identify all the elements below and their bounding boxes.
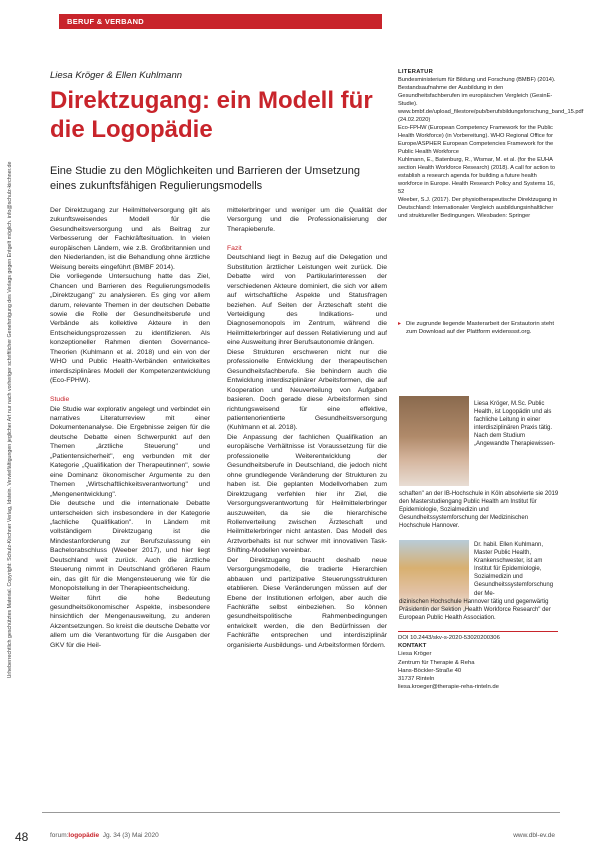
footer-divider (42, 812, 560, 813)
paragraph: Diese Strukturen erschweren nicht nur die professionelle Entwicklung der therapeutischen Gesundheitsfachberufe. Sie behindern auch die Entwicklung interdisziplinärer Arbeitsformen, die auf Kooperation und Neuverteilung von Aufgaben basieren. Doch gerade diese Arbeitsformen sind richtungsweisend für eine effektive, patientenorientierte Gesundheitsversorgung (Kuhlmann et al. 2018). (227, 348, 387, 432)
paragraph: Der Direktzugang zur Heilmittelversorgung gilt als zukunftsweisendes Modell für die Gesundheitsversorgung und als Beitrag zur Verbesserung der Fachkräftesituation. In vielen europäischen Ländern, wie z.B. Großbritannien und den Niederlanden, ist die Behandlung ohne ärztliche Weisung bereits eingeführt (BMBF 2014). (50, 207, 210, 271)
author-photo-kroeger (399, 396, 469, 486)
paragraph: Die vorliegende Untersuchung hatte das Ziel, Chancen und Barrieren des Regulierungsmodells „Direktzugang" zu analysieren. Es ging vor allem darum, relevante Themen in der deutschen Debatte sowie die Rolle der Gesundheitsberufe und Verbände als kollektive Akteure in den Entscheidungsprozessen zu identifizieren. Als konzeptioneller Rahmen dienten Governance-Theorien (Kuhlmann et al. 2018) und ein von der WHO und Public Health-Verbänden entwickeltes interdisziplinäres Modell der Kompetenzentwicklung (Eco-FPHW). (50, 273, 210, 385)
contact-email[interactable]: liesa.kroeger@therapie-reha-rinteln.de (398, 684, 499, 691)
literature-entry: Kuhlmann, E., Batenburg, R., Wismar, M. et al. (for the EUHA section Health Workforce Research) (2018). A call for action to establish a research agenda for building a future health workforce in Europe. Health Research Policy and Systems 16, 52 (398, 157, 556, 195)
literature-entry: Eco-FPHW (European Competency Framework for the Public Health Workforce) (in Vorbereitung). WHO Regional Office for Europe/ASPHER European Competencies Framework for the Public Health Workforce (398, 125, 554, 155)
article-authors: Liesa Kröger & Ellen Kuhlmann (50, 70, 183, 81)
page-number: 48 (15, 830, 29, 844)
contact-heading: KONTAKT (398, 643, 427, 650)
literature-heading: LITERATUR (398, 69, 434, 75)
journal-info: forum:logopädie Jg. 34 (3) Mai 2020 (50, 832, 159, 839)
literature-entry: Bundesministerium für Bildung und Forschung (BMBF) (2014). Bestandsaufnahme der Ausbildung in den Gesundheitsfachberufen im europäischen Vergleich (GesinE-Studie). www.bmbf.de/upload_filestore/pub/berufsbildungsforschung_band_15.pdf (24.02.2020) (398, 77, 584, 123)
literature-list (398, 68, 584, 220)
section-heading-fazit: Fazit (227, 244, 242, 252)
contact-line: Liesa Kröger (398, 651, 432, 658)
contact-block (398, 634, 558, 691)
doi: DOI 10.2443/skv-s-2020-53020200306 (398, 635, 500, 641)
bio-kroeger-top: Liesa Kröger, M.Sc. Public Health, ist Logopädin und als fachliche Leitung in einer interdisziplinären Praxis tätig. Nach dem Studium „Angewandte Therapiewissen- (474, 401, 555, 448)
contact-line: 31737 Rinteln (398, 676, 435, 683)
arrow-icon: ▸ (398, 321, 401, 327)
section-heading-studie: Studie (50, 396, 70, 404)
paragraph: Weiter führt die hohe Bedeutung gesundheitsökonomischer Aspekte, insbesondere hinsichtlich der Mengenausweitung, zu anderen Akzentsetzungen. So kreist die deutsche Debatte vor allem um die Verantwortung für die Ausgaben der GKV für die Heil- (50, 594, 210, 649)
paragraph: Die Anpassung der fachlichen Qualifikation an europäische Verhältnisse ist Voraussetzung für die professionelle Weiterentwicklung der Gesundheitsberufe in Deutschland, die jedoch nicht ohne grundlegende Veränderung der Strukturen zu haben ist. Die geplanten Modellvorhaben zum Direktzugang verfehlen hier ihr Ziel, die Versorgungsverantwortung für Heilmittelerbringer auszuweiten, da sie die hierarchische Rollenverteilung zwischen Ärzteschaft und Heilmittelerbringer nicht antasten. Das Modell des Arztvorbehalts ist nur schwer mit innovativen Task-Shifting-Modellen vereinbar. (227, 433, 387, 555)
paragraph: Die deutsche und die internationale Debatte unterscheiden sich insbesondere in der Kategorie „fachliche Qualifikation". In Ländern mit vollständigem Direktzugang ist die Mindestanforderung zur Berufszulassung ein Bachelorabschluss (Weeber 2017), und hier liegt Deutschland weit zurück. Auch die ärztliche Steuerung nimmt in Deutschland größeren Raum ein, das gilt für die Mengensteuerung wie für die Monopolstellung in der Therapieentscheidung. (50, 500, 210, 593)
divider (398, 631, 558, 632)
text-column-2 (227, 206, 387, 650)
paragraph: Der Direktzugang braucht deshalb neue Versorgungsmodelle, die tradierte Hierarchien abbauen und partizipative Steuerungsstrukturen etablieren. Diese Veränderungen müssen auf der Ebene der Institutionen erfolgen, aber auch die Fachkräfte selbst einbeziehen. So können gesundheitspolitische Rahmenbedingungen entwickelt werden, die den Bedürfnissen der Fachkräfte entsprechen und interdisziplinär organisierte Ausbildungs- und Arbeitsformen fördern. (227, 556, 387, 649)
contact-line: Hans-Böckler-Straße 40 (398, 667, 462, 674)
copyright-notice: Urheberrechtlich geschütztes Material. Copyright: Schulz-Kirchner Verlag, Idstein. Vervielfältigungen jeglicher Art nur nach vorheriger schriftlicher Genehmigung des Verlags gegen Entgelt möglich. info@schulz-kirchner.de (7, 161, 13, 679)
literature-entry: Weeber, S.J. (2017). Der physiotherapeutische Direktzugang in Deutschland: Internationaler Vergleich ausbildungsinhaltlicher und struktureller Bedingungen. Wiesbaden: Springer (398, 197, 558, 219)
section-tag: BERUF & VERBAND (59, 14, 382, 29)
article-title: Direktzugang: ein Modell für die Logopädie (50, 87, 373, 143)
bio-kuhlmann-bottom: dizinischen Hochschule Hannover tätig und gegenwärtig Präsidentin der Sektion „Health Workforce Research" der European Public Health Association. (399, 599, 551, 622)
text-column-1 (50, 206, 210, 650)
paragraph: mittelerbringer und weniger um die Qualität der Versorgung und die Professionalisierung der Therapieberufe. (227, 207, 387, 233)
website-link[interactable]: www.dbl-ev.de (513, 832, 555, 839)
contact-line: Zentrum für Therapie & Reha (398, 659, 475, 666)
article-subtitle: Eine Studie zu den Möglichkeiten und Barrieren der Umsetzung eines zukunftsfähigen Regulierungsmodells (50, 165, 361, 192)
bio-kuhlmann-top: Dr. habil. Ellen Kuhlmann, Master Public Health, Krankenschwester, ist am Institut für Epidemiologie, Sozialmedizin und Gesundheitssystemforschung der Me- (474, 542, 554, 597)
paragraph: Die Studie war explorativ angelegt und verbindet ein narratives Literaturreview mit einer Dokumentenanalyse. Die Ergebnisse zeigen für die deutsche Debatte einen Schwerpunkt auf den Themen „ärztliche Steuerung" und „Patientensicherheit", eng verbunden mit der Kategorie „Qualifikation der Therapeutinnen", sowie eine Dominanz ökonomischer Argumente zu den Themen „Wirtschaftlichkeitsverantwortung" und „Mengenentwicklung". (50, 405, 210, 498)
download-note: ▸ Die zugrunde liegende Masterarbeit der Erstautorin steht zum Download auf der Plattform evidenssst.org. (398, 321, 555, 336)
bio-kroeger-bottom: schaften" an der IB-Hochschule in Köln absolvierte sie 2019 den Masterstudiengang Public Health am Institut für Epidemiologie, Sozialmedizin und Gesundheitssystemforschung der Medizinischen Hochschule Hannover. (399, 491, 559, 530)
paragraph: Deutschland liegt in Bezug auf die Delegation und Substitution ärztlicher Leistungen weit zurück. Die Debatte wird von Partikularinteressen der verschiedenen Akteure dominiert, die sich vor allem auf wirtschaftliche Aspekte und Statusfragen beziehen. Auf Seiten der Ärzteschaft steht die Verteidigung des Indikations- und Diagnosemonopols im Zentrum, während die Heilmittelerbringer auf dessen Relativierung und auf eine Ausweitung ihrer Berufsautonomie drängen. (227, 254, 387, 347)
